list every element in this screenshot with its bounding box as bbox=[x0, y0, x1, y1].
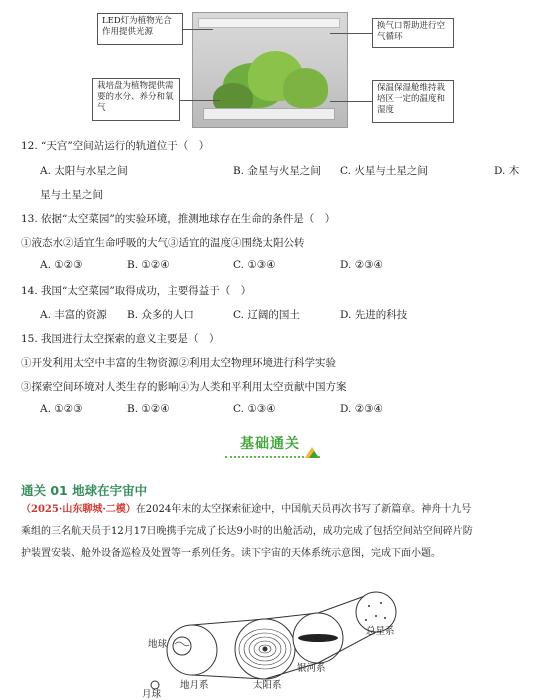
source-tag: （2025·山东聊城·二模） bbox=[21, 504, 136, 515]
label-solar-system: 太阳系 bbox=[253, 680, 282, 691]
q12-option-b: B. 金星与火星之间 bbox=[233, 165, 321, 177]
led-callout: LED灯为植物光合作用提供光源 bbox=[97, 13, 183, 45]
question-13-stem: 13. 依据“太空菜园”的实验环境，推测地球存在生命的条件是（ ） bbox=[21, 213, 336, 225]
q13-option-a: A. ①②③ bbox=[40, 259, 83, 271]
q13-option-d: D. ②③④ bbox=[340, 259, 383, 271]
led-leader-line bbox=[183, 29, 213, 30]
label-galaxy: 银河系 bbox=[297, 663, 326, 674]
q14-option-a: A. 丰富的资源 bbox=[40, 309, 107, 321]
galaxy-disk bbox=[298, 634, 338, 642]
q13-option-c: C. ①③④ bbox=[233, 259, 276, 271]
earth-dot bbox=[173, 637, 191, 655]
label-earth-moon-system: 地月系 bbox=[180, 680, 209, 691]
q14-option-b: B. 众多的人口 bbox=[127, 309, 194, 321]
section-title: 通关 01 地球在宇宙中 bbox=[21, 483, 148, 498]
q13-option-b: B. ①②④ bbox=[127, 259, 170, 271]
tray-leader-line bbox=[180, 100, 220, 101]
insulation-callout: 保温保湿舱维持栽培区一定的温度和湿度 bbox=[372, 80, 454, 123]
label-moon: 月球 bbox=[142, 689, 162, 700]
passage-line-1-text: 在2024年末的太空探索征途中，中国航天员再次书写了新篇章。神舟十九号 bbox=[135, 504, 472, 515]
question-15-conditions-2: ③探索空间环境对人类生存的影响④为人类和平利用太空贡献中国方案 bbox=[21, 381, 347, 393]
vent-callout: 换气口帮助进行空气循环 bbox=[372, 18, 454, 48]
question-13-conditions: ①液态水②适宜生命呼吸的大气③适宜的温度④围绕太阳公转 bbox=[21, 237, 305, 249]
q12-option-c: C. 火星与土星之间 bbox=[340, 165, 428, 177]
question-14-stem: 14. 我国“太空菜园”取得成功，主要得益于（ ） bbox=[21, 285, 252, 297]
question-12-stem: 12. “天宫”空间站运行的轨道位于（ ） bbox=[21, 140, 210, 152]
q12-option-a: A. 太阳与水星之间 bbox=[40, 165, 128, 177]
insulation-leader-line bbox=[330, 101, 372, 102]
space-garden-photo bbox=[192, 12, 348, 128]
section-banner: 基础通关 bbox=[240, 436, 300, 452]
q14-option-c: C. 辽阔的国土 bbox=[233, 309, 300, 321]
passage-line-2: 乘组的三名航天员于12月17日晚携手完成了长达9小时的出舱活动，成功完成了包括空间站空间碎片防 bbox=[21, 526, 473, 537]
label-total-star-system: 总星系 bbox=[366, 626, 395, 637]
passage-line-3: 护装置安装、舱外设备巡检及处置等一系列任务。读下宇宙的天体系统示意图，完成下面小题。 bbox=[21, 548, 441, 559]
q15-option-a: A. ①②③ bbox=[40, 403, 83, 415]
question-15-conditions-1: ①开发利用太空中丰富的生物资源②利用太空物理环境进行科学实验 bbox=[21, 357, 336, 369]
q15-option-b: B. ①②④ bbox=[127, 403, 170, 415]
q15-option-c: C. ①③④ bbox=[233, 403, 276, 415]
q12-option-d-continued: 星与土星之间 bbox=[40, 189, 103, 201]
question-15-stem: 15. 我国进行太空探索的意义主要是（ ） bbox=[21, 333, 220, 345]
q14-option-d: D. 先进的科技 bbox=[340, 309, 408, 321]
label-earth: 地球 bbox=[148, 639, 168, 650]
vent-leader-line bbox=[330, 33, 372, 34]
passage-line-1 bbox=[21, 500, 521, 520]
tray-callout: 栽培盘为植物提供需要的水分、养分和氧气 bbox=[92, 78, 180, 121]
q12-option-d: D. 木 bbox=[494, 165, 520, 177]
mountain-icon bbox=[303, 444, 321, 460]
q15-option-d: D. ②③④ bbox=[340, 403, 383, 415]
